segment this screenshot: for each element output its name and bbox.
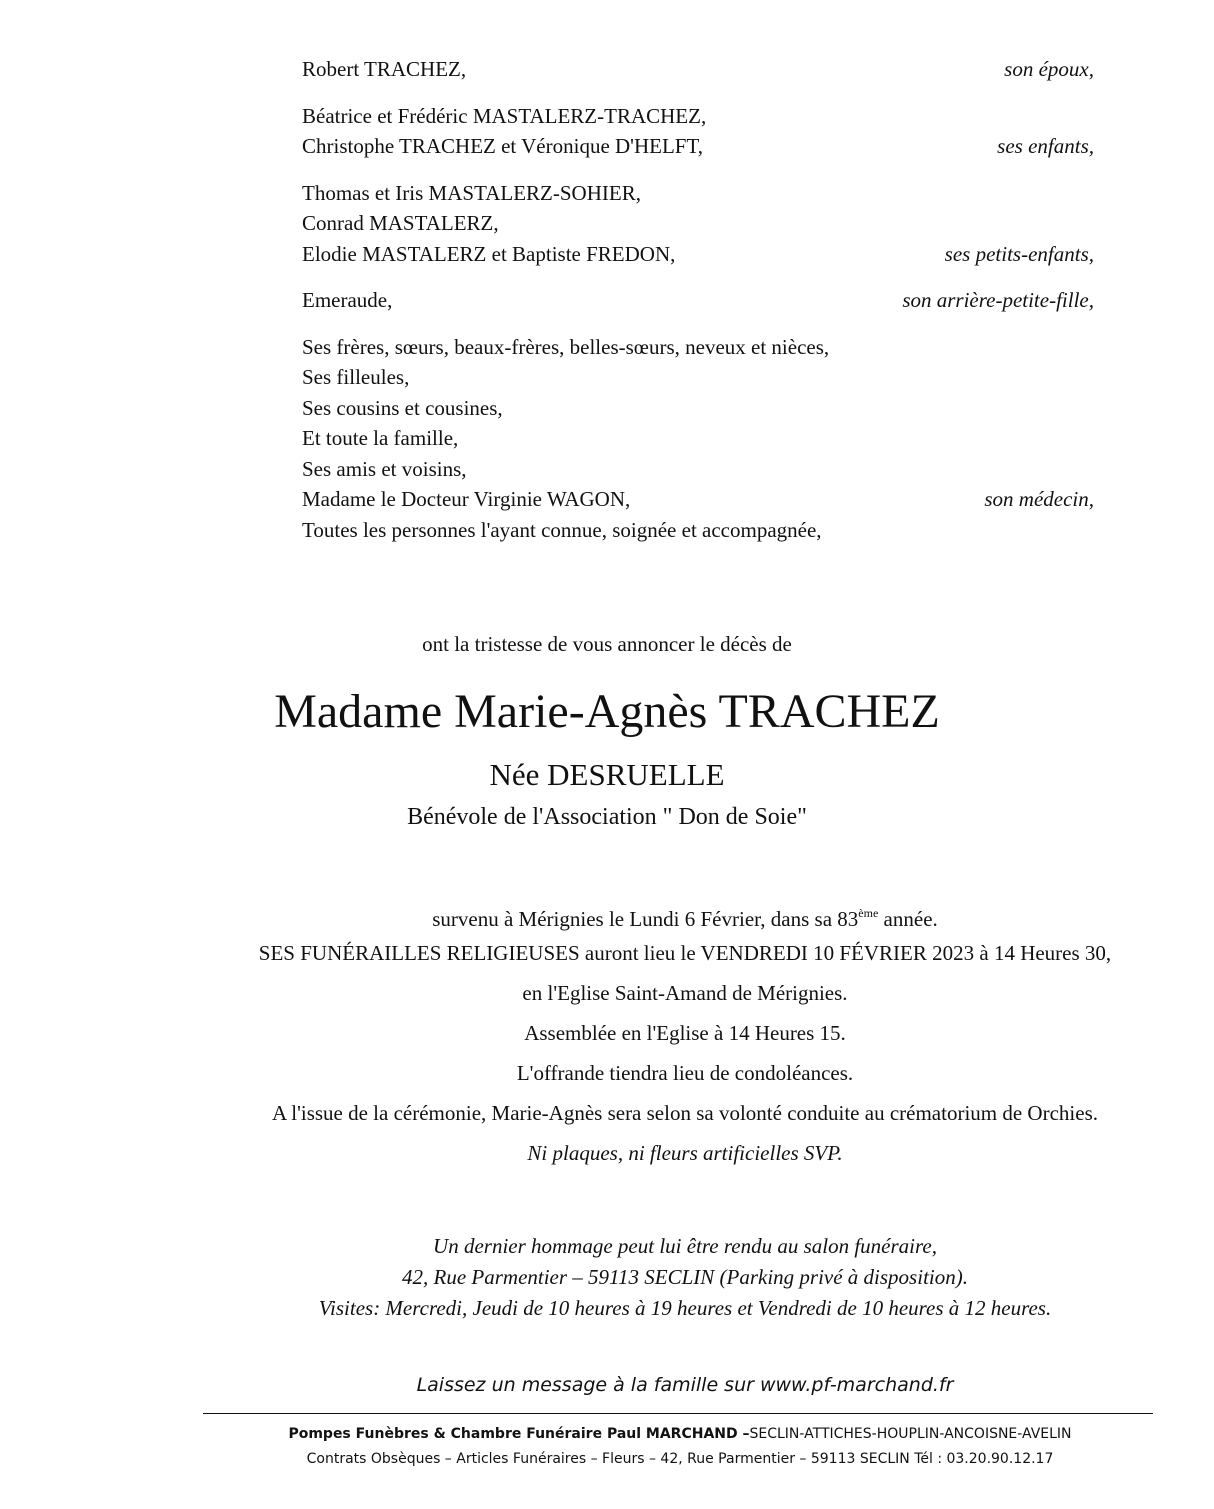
family-member: Ses amis et voisins, (302, 456, 467, 481)
family-line (302, 423, 1094, 454)
assembly-line: Assemblée en l'Eglise à 14 Heures 15. (524, 1021, 846, 1045)
family-member: Madame le Docteur Virginie WAGON, (302, 487, 631, 511)
family-member: Béatrice et Frédéric MASTALERZ-TRACHEZ, (302, 103, 707, 128)
hommage-address: 42, Rue Parmentier – 59113 SECLIN (Parking privé à disposition). (402, 1265, 968, 1289)
footer-company: Pompes Funèbres & Chambre Funéraire Paul MARCHAND – (288, 1426, 750, 1442)
announcement-intro: ont la tristesse de vous annoncer le décès de (422, 632, 792, 656)
family-line (302, 178, 1094, 209)
family-group-extended (302, 332, 1094, 546)
ordinal-suffix: ème (858, 906, 879, 920)
family-line (302, 131, 1094, 162)
family-line (302, 454, 1094, 485)
death-notice-line (160, 897, 1210, 937)
family-line (302, 332, 1094, 363)
death-notice-end: année. (878, 907, 938, 931)
cremation-line: A l'issue de la cérémonie, Marie-Agnès sera selon sa volonté conduite au crématorium de Orchies. (271, 1101, 1098, 1125)
family-relation: son arrière-petite-fille, (902, 288, 1094, 312)
family-line (302, 101, 1094, 132)
hommage-visits: Visites: Mercredi, Jeudi de 10 heures à 19 heures et Vendredi de 10 heures à 12 heures. (318, 1296, 1052, 1320)
hommage-block (160, 1231, 1210, 1324)
footer-services: Contrats Obsèques – Articles Funéraires – Fleurs – 42, Rue Parmentier – 59113 SECLIN Tél : 03.20.90.12.17 (306, 1451, 1054, 1467)
funeral-line: SES FUNÉRAILLES RELIGIEUSES auront lieu le VENDREDI 10 FÉVRIER 2023 à 14 Heures 30, (258, 941, 1112, 965)
family-relation: ses petits-enfants, (944, 241, 1094, 266)
family-relation: son époux, (1004, 57, 1094, 81)
family-line (302, 393, 1094, 424)
family-member: Emeraude, (302, 288, 393, 312)
deceased-name: Madame Marie-Agnès TRACHEZ (274, 685, 940, 738)
family-group-children (302, 101, 1094, 162)
footer-company-line (180, 1422, 1180, 1447)
family-member: Elodie MASTALERZ et Baptiste FREDON, (302, 241, 676, 266)
no-flowers-line: Ni plaques, ni fleurs artificielles SVP. (527, 1141, 843, 1165)
family-line (302, 54, 1094, 85)
family-line (302, 208, 1094, 239)
family-member: Robert TRACHEZ, (302, 57, 467, 81)
family-member: Ses cousins et cousines, (302, 395, 503, 420)
family-member: Ses frères, sœurs, beaux-frères, belles-sœurs, neveux et nièces, (302, 334, 830, 359)
family-line (302, 285, 1094, 316)
maiden-name: Née DESRUELLE (489, 757, 725, 792)
family-list (302, 54, 1094, 561)
footer (180, 1422, 1180, 1472)
footer-divider (203, 1413, 1153, 1414)
death-notice-text: survenu à Mérignies le Lundi 6 Février, dans sa 83 (432, 907, 859, 931)
family-member: Christophe TRACHEZ et Véronique D'HELFT, (302, 134, 703, 158)
family-group-great-grandchildren (302, 285, 1094, 316)
family-group-grandchildren (302, 178, 1094, 270)
family-line (302, 515, 1094, 546)
volunteer-note: Bénévole de l'Association " Don de Soie" (407, 804, 807, 830)
family-line (302, 362, 1094, 393)
family-relation: son médecin, (984, 487, 1094, 511)
footer-towns: SECLIN-ATTICHES-HOUPLIN-ANCOISNE-AVELIN (749, 1426, 1072, 1442)
family-group-spouse (302, 54, 1094, 85)
family-member: Ses filleules, (302, 365, 410, 389)
offering-line: L'offrande tiendra lieu de condoléances. (516, 1061, 854, 1085)
family-member: Et toute la famille, (302, 426, 459, 450)
family-member: Thomas et Iris MASTALERZ-SOHIER, (302, 180, 641, 205)
family-member: Conrad MASTALERZ, (302, 211, 499, 235)
family-relation: ses enfants, (997, 134, 1094, 158)
church-line: en l'Eglise Saint-Amand de Mérignies. (522, 981, 848, 1005)
family-member: Toutes les personnes l'ayant connue, soignée et accompagnée, (302, 517, 822, 542)
funeral-details (160, 897, 1210, 1177)
family-line (302, 239, 1094, 270)
message-link[interactable]: Laissez un message à la famille sur www.pf-marchand.fr (416, 1374, 954, 1396)
hommage-line: Un dernier hommage peut lui être rendu au salon funéraire, (433, 1234, 937, 1258)
family-line (302, 484, 1094, 515)
